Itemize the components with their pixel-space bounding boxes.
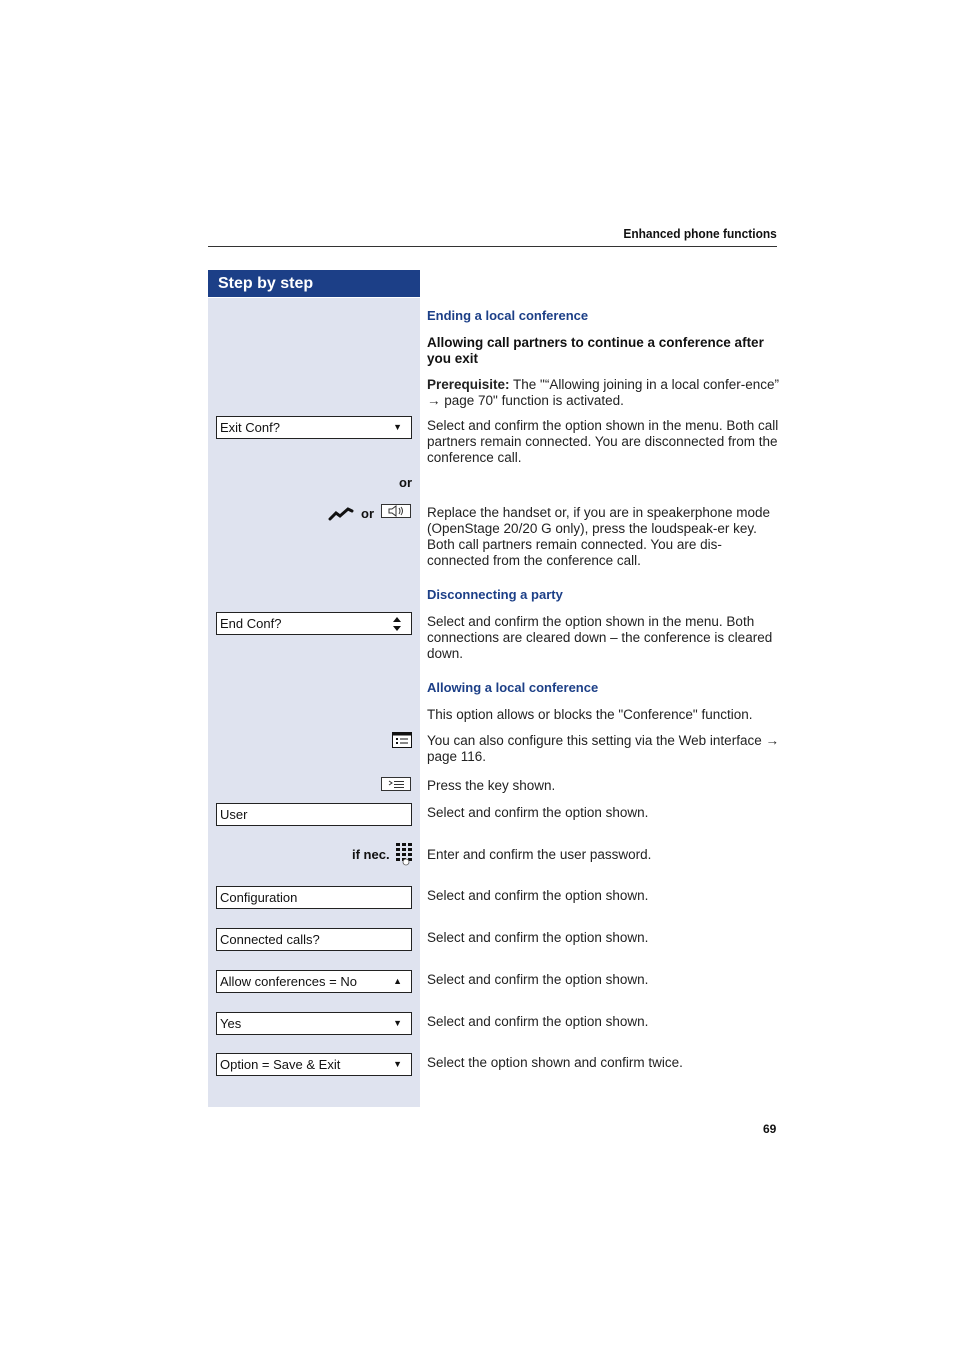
- heading-ending-local-conference: Ending a local conference: [427, 308, 589, 323]
- select-allow-conferences-text: Select and confirm the option shown.: [427, 972, 649, 987]
- if-nec-label: if nec.: [352, 847, 390, 862]
- prerequisite-body: The "“Allowing joining in a local confer-ence” → page 70" function is activated.: [427, 377, 779, 408]
- header-rule: [208, 246, 777, 247]
- end-conf-description: Select and confirm the option shown in the menu. Both connections are cleared down – the conference is cleared down.: [427, 614, 773, 661]
- menu-label: Configuration: [220, 890, 298, 905]
- enter-password-text: Enter and confirm the user password.: [427, 847, 652, 862]
- web-interface-icon: [392, 732, 412, 748]
- loudspeaker-key-icon: [381, 504, 411, 518]
- select-confirm-twice-text: Select the option shown and confirm twice.: [427, 1055, 683, 1070]
- running-header: Enhanced phone functions: [623, 226, 777, 241]
- menu-label: Connected calls?: [220, 932, 320, 947]
- menu-label: End Conf?: [220, 616, 282, 631]
- menu-allow-conferences[interactable]: [216, 970, 412, 993]
- page-number: 69: [763, 1122, 777, 1136]
- prerequisite-label: Prerequisite:: [427, 377, 510, 392]
- or-label: or: [399, 475, 412, 490]
- arrow-down-icon: ▼: [393, 1018, 402, 1028]
- arrow-up-icon: ▲: [393, 976, 402, 986]
- heading-allowing-local-conference: Allowing a local conference: [427, 680, 599, 695]
- handset-icon: [328, 505, 354, 523]
- menu-label: Allow conferences = No: [220, 974, 357, 989]
- menu-end-conf[interactable]: [216, 612, 412, 635]
- menu-exit-conf[interactable]: [216, 416, 412, 439]
- step-by-step-banner: Step by step: [208, 270, 420, 297]
- arrow-down-icon: ▼: [393, 1059, 402, 1069]
- menu-connected-calls[interactable]: [216, 928, 412, 951]
- menu-option-save-exit[interactable]: [216, 1053, 412, 1076]
- subheading-allowing-partners: Allowing call partners to continue a conference after you exit: [427, 335, 764, 366]
- exit-conf-description: Select and confirm the option shown in the menu. Both call partners remain connected. You are disconnected from the conference call.: [427, 418, 779, 465]
- allow-intro-text: This option allows or blocks the "Conference" function.: [427, 707, 753, 722]
- or-inline-label: or: [361, 506, 374, 521]
- select-configuration-text: Select and confirm the option shown.: [427, 888, 649, 903]
- replace-handset-description: Replace the handset or, if you are in speakerphone mode (OpenStage 20/20 G only), press the loudspeak-er key. Both call partners remain connected. You are dis-connected from the conference call.: [427, 505, 770, 568]
- select-connected-calls-text: Select and confirm the option shown.: [427, 930, 649, 945]
- menu-label: User: [220, 807, 248, 822]
- prerequisite-text: [427, 377, 779, 409]
- menu-label: Yes: [220, 1016, 242, 1031]
- keypad-icon: [395, 842, 413, 866]
- press-key-text: Press the key shown.: [427, 778, 556, 793]
- menu-user[interactable]: [216, 803, 412, 826]
- web-interface-text: You can also configure this setting via the Web interface → page 116.: [427, 733, 779, 764]
- menu-key-icon: [381, 777, 411, 791]
- menu-configuration[interactable]: [216, 886, 412, 909]
- menu-yes[interactable]: [216, 1012, 412, 1035]
- arrow-up-down-icon: [393, 617, 401, 631]
- menu-label: Option = Save & Exit: [220, 1057, 341, 1072]
- select-user-text: Select and confirm the option shown.: [427, 805, 649, 820]
- arrow-down-icon: ▼: [393, 422, 402, 432]
- heading-disconnecting-party: Disconnecting a party: [427, 587, 563, 602]
- select-yes-text: Select and confirm the option shown.: [427, 1014, 649, 1029]
- menu-label: Exit Conf?: [220, 420, 280, 435]
